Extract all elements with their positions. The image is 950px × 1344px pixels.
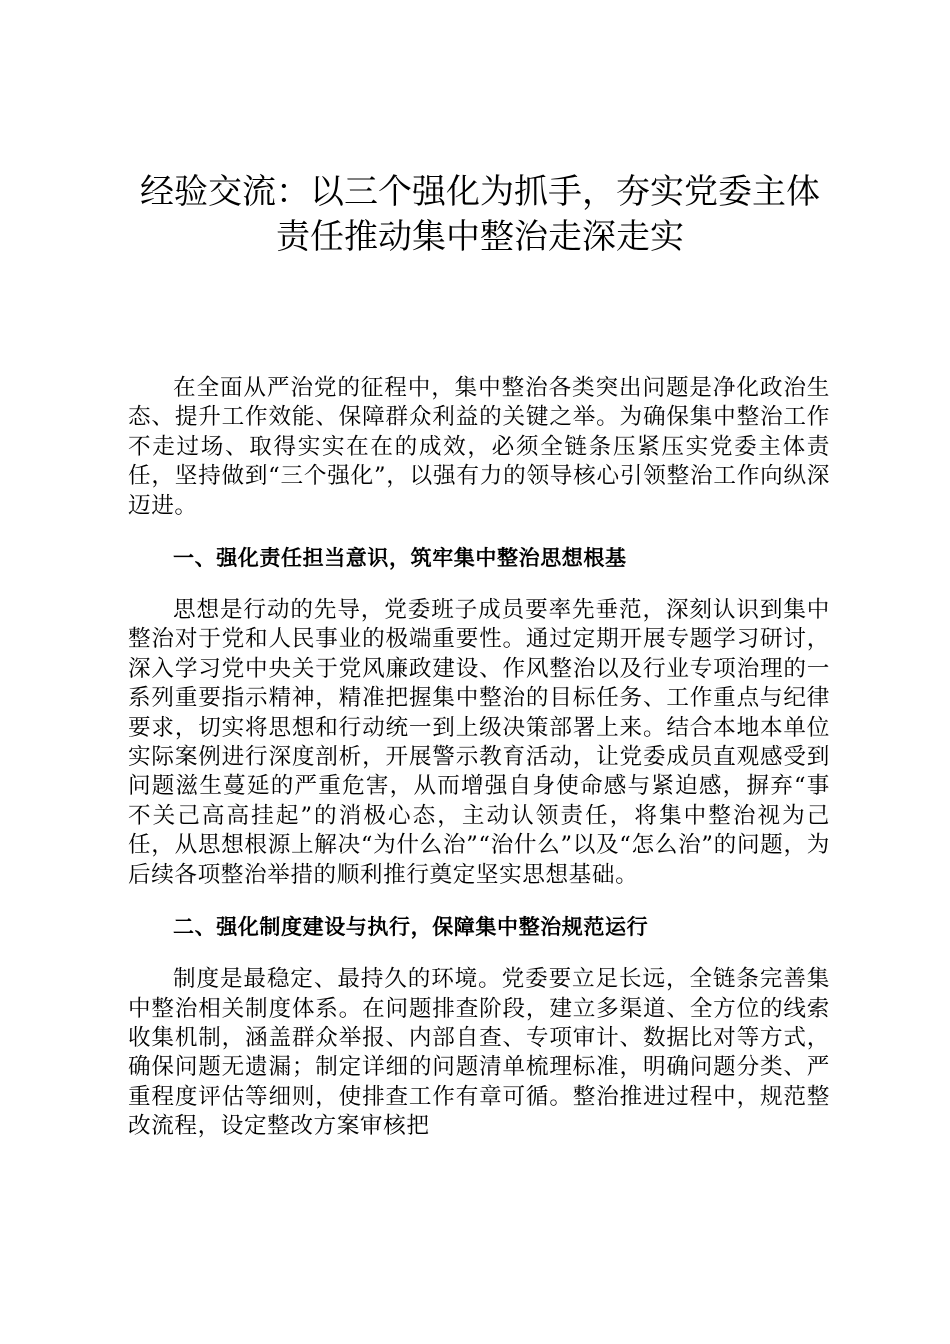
title-line-1: 经验交流：以三个强化为抓手，夯实党委主体 [140,172,820,212]
section-2-heading: 二、强化制度建设与执行，保障集中整治规范运行 [173,915,649,940]
document-title [110,170,850,260]
section-1-paragraph: 思想是行动的先导，党委班子成员要率先垂范，深刻认识到集中整治对于党和人民事业的极端重要性。通过定期开展专题学习研讨，深入学习党中央关于党风廉政建设、作风整治以及行业专项治理的一系列重要指示精神，精准把握集中整治的目标任务、工作重点与纪律要求，切实将思想和行动统一到上级决策部署上来。结合本地本单位实际案例进行深度剖析，开展警示教育活动，让党委成员直观感受到问题滋生蔓延的严重危害，从而增强自身使命感与紧迫感，摒弃“事不关己高高挂起”的消极心态，主动认领责任，将集中整治视为己任，从思想根源上解决“为什么治”“治什么”以及“怎么治”的问题，为后续各项整治举措的顺利推行奠定坚实思想基础。 [128,597,830,888]
section-2-paragraph: 制度是最稳定、最持久的环境。党委要立足长远，全链条完善集中整治相关制度体系。在问题排查阶段，建立多渠道、全方位的线索收集机制，涵盖群众举报、内部自查、专项审计、数据比对等方式，确保问题无遗漏；制定详细的问题清单梳理标准，明确问题分类、严重程度评估等细则，使排查工作有章可循。整治推进过程中，规范整改流程，设定整改方案审核把 [128,966,830,1140]
section-1-heading: 一、强化责任担当意识，筑牢集中整治思想根基 [173,546,627,571]
title-line-2: 责任推动集中整治走深走实 [276,217,684,257]
intro-paragraph: 在全面从严治党的征程中，集中整治各类突出问题是净化政治生态、提升工作效能、保障群众利益的关键之举。为确保集中整治工作不走过场、取得实实在在的成效，必须全链条压紧压实党委主体责任，坚持做到“三个强化”，以强有力的领导核心引领整治工作向纵深迈进。 [128,375,830,519]
document-body [128,374,830,1142]
